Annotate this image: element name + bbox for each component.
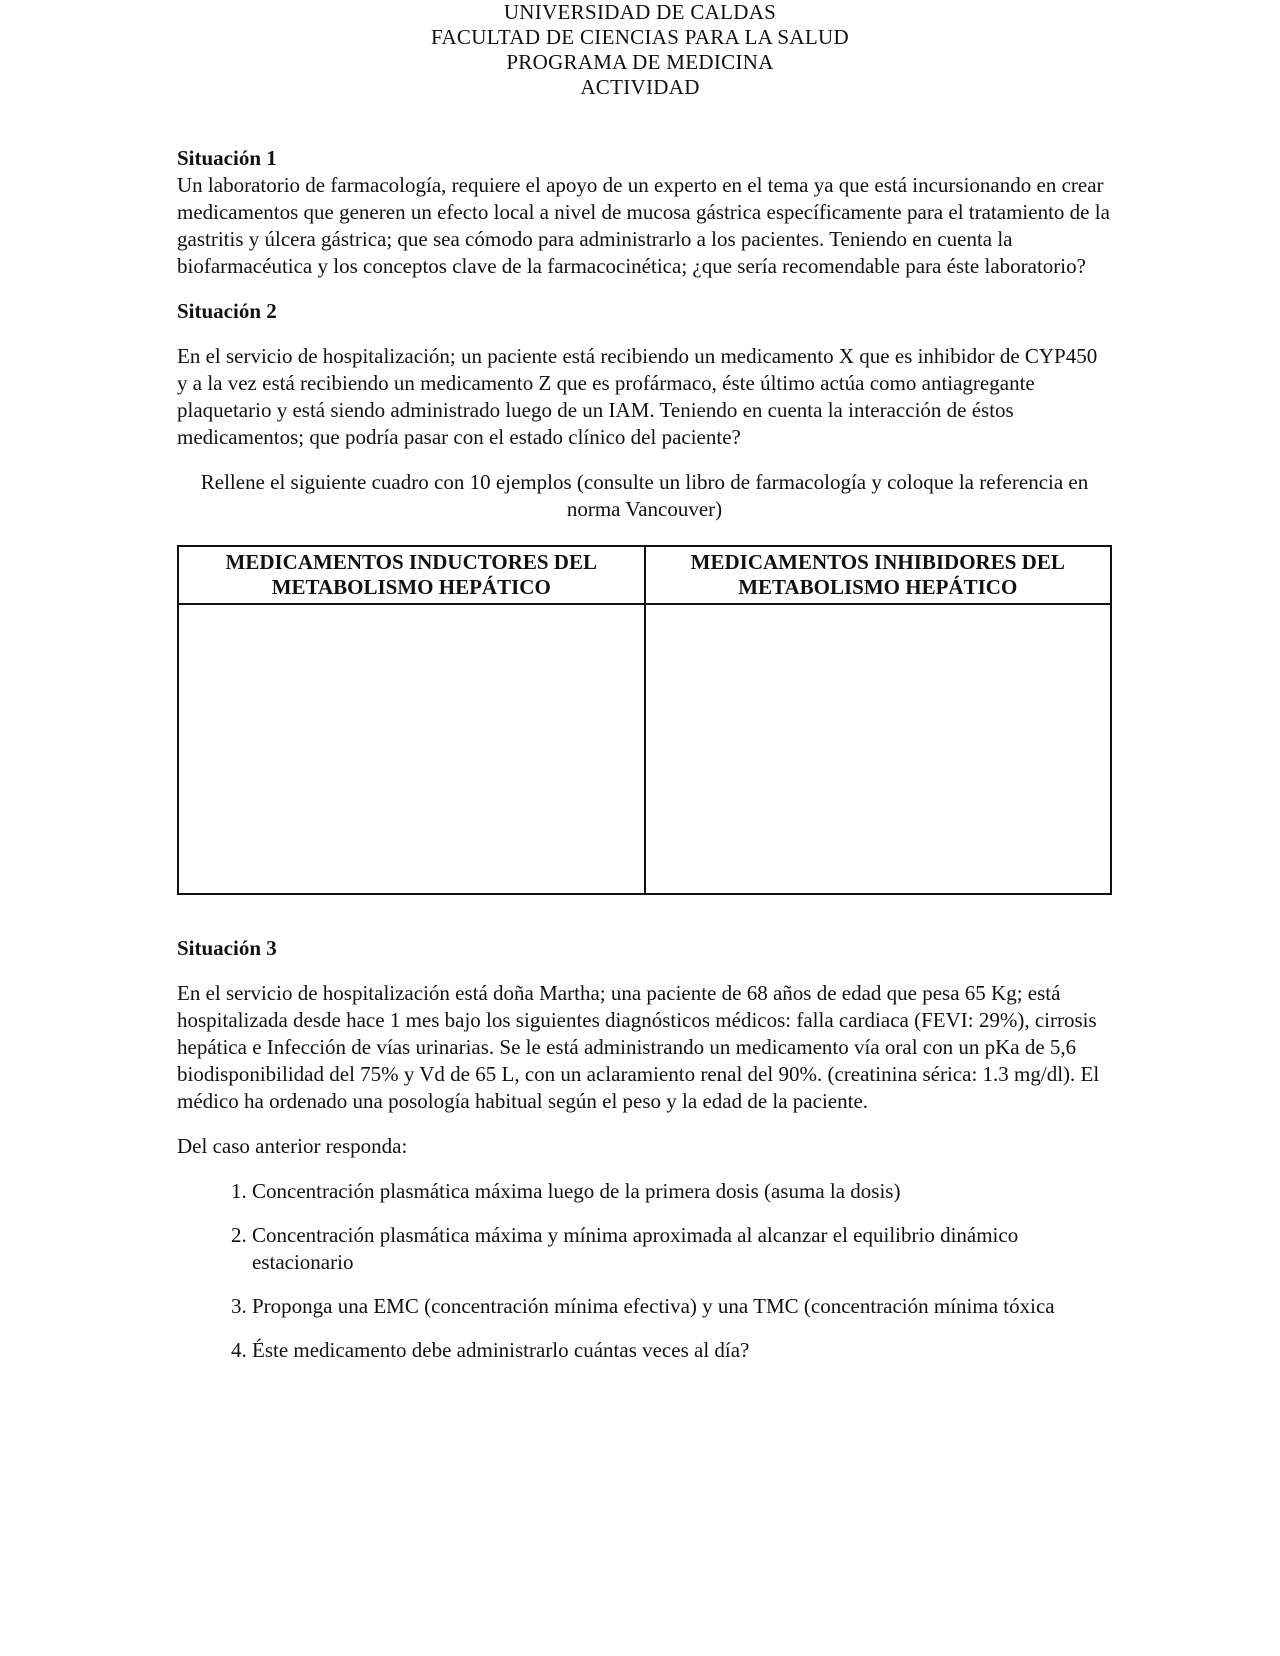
document-header	[0, 0, 1280, 100]
program-name: PROGRAMA DE MEDICINA	[506, 50, 774, 74]
situacion-2	[177, 298, 1112, 895]
inducers-column-header: MEDICAMENTOS INDUCTORES DEL METABOLISMO HEPÁTICO	[178, 546, 645, 604]
document-body	[177, 145, 1112, 1381]
list-item: 1. Concentración plasmática máxima luego de la primera dosis (asuma la dosis)	[252, 1178, 1112, 1205]
situacion-3-prompt: Del caso anterior responda:	[177, 1134, 408, 1158]
situacion-3-text: En el servicio de hospitalización está doña Martha; una paciente de 68 años de edad que pesa 65 Kg; está hospitalizada desde hace 1 mes bajo los siguientes diagnósticos médicos: falla cardiaca (FEVI: 29%), cirrosis hepática e Infección de vías urinarias. Se le está administrando un medicamento vía oral con un pKa de 5,6 biodisponibilidad del 75% y Vd de 65 L, con un aclaramiento renal del 90%. (creatinina sérica: 1.3 mg/dl). El médico ha ordenado una posología habitual según el peso y la edad de la paciente.	[177, 981, 1100, 1113]
situacion-2-title: Situación 2	[177, 299, 277, 323]
activity-title: ACTIVIDAD	[580, 75, 700, 99]
inducers-answer-cell[interactable]	[178, 604, 645, 894]
questions-list	[177, 1178, 1112, 1364]
inhibitors-answer-cell[interactable]	[645, 604, 1112, 894]
situacion-3-title: Situación 3	[177, 936, 277, 960]
drug-metabolism-table	[177, 545, 1112, 895]
situacion-1-text: Un laboratorio de farmacología, requiere el apoyo de un experto en el tema ya que está incursionando en crear medicamentos que generen un efecto local a nivel de mucosa gástrica específicamente para el tratamiento de la gastritis y úlcera gástrica; que sea cómodo para administrarlo a los pacientes. Teniendo en cuenta la biofarmacéutica y los conceptos clave de la farmacocinética; ¿que sería recomendable para éste laboratorio?	[177, 173, 1110, 278]
university-name: UNIVERSIDAD DE CALDAS	[503, 0, 777, 24]
table-header-row	[178, 546, 1111, 604]
situacion-1-title: Situación 1	[177, 146, 277, 170]
inhibitors-column-header: MEDICAMENTOS INHIBIDORES DEL METABOLISMO HEPÁTICO	[645, 546, 1112, 604]
table-instruction: Rellene el siguiente cuadro con 10 ejemplos (consulte un libro de farmacología y coloque la referencia en norma Vancouver)	[200, 470, 1089, 521]
list-item: 2. Concentración plasmática máxima y mínima aproximada al alcanzar el equilibrio dinámico estacionario	[252, 1222, 1112, 1276]
table-row	[178, 604, 1111, 894]
faculty-name: FACULTAD DE CIENCIAS PARA LA SALUD	[431, 25, 849, 49]
situacion-1	[177, 145, 1112, 280]
list-item: 3. Proponga una EMC (concentración mínima efectiva) y una TMC (concentración mínima tóxica	[252, 1293, 1112, 1320]
situacion-2-text: En el servicio de hospitalización; un paciente está recibiendo un medicamento X que es inhibidor de CYP450 y a la vez está recibiendo un medicamento Z que es profármaco, éste último actúa como antiagregante plaquetario y está siendo administrado luego de un IAM. Teniendo en cuenta la interacción de éstos medicamentos; que podría pasar con el estado clínico del paciente?	[177, 344, 1098, 449]
situacion-3	[177, 935, 1112, 1364]
list-item: 4. Éste medicamento debe administrarlo cuántas veces al día?	[252, 1337, 1112, 1364]
